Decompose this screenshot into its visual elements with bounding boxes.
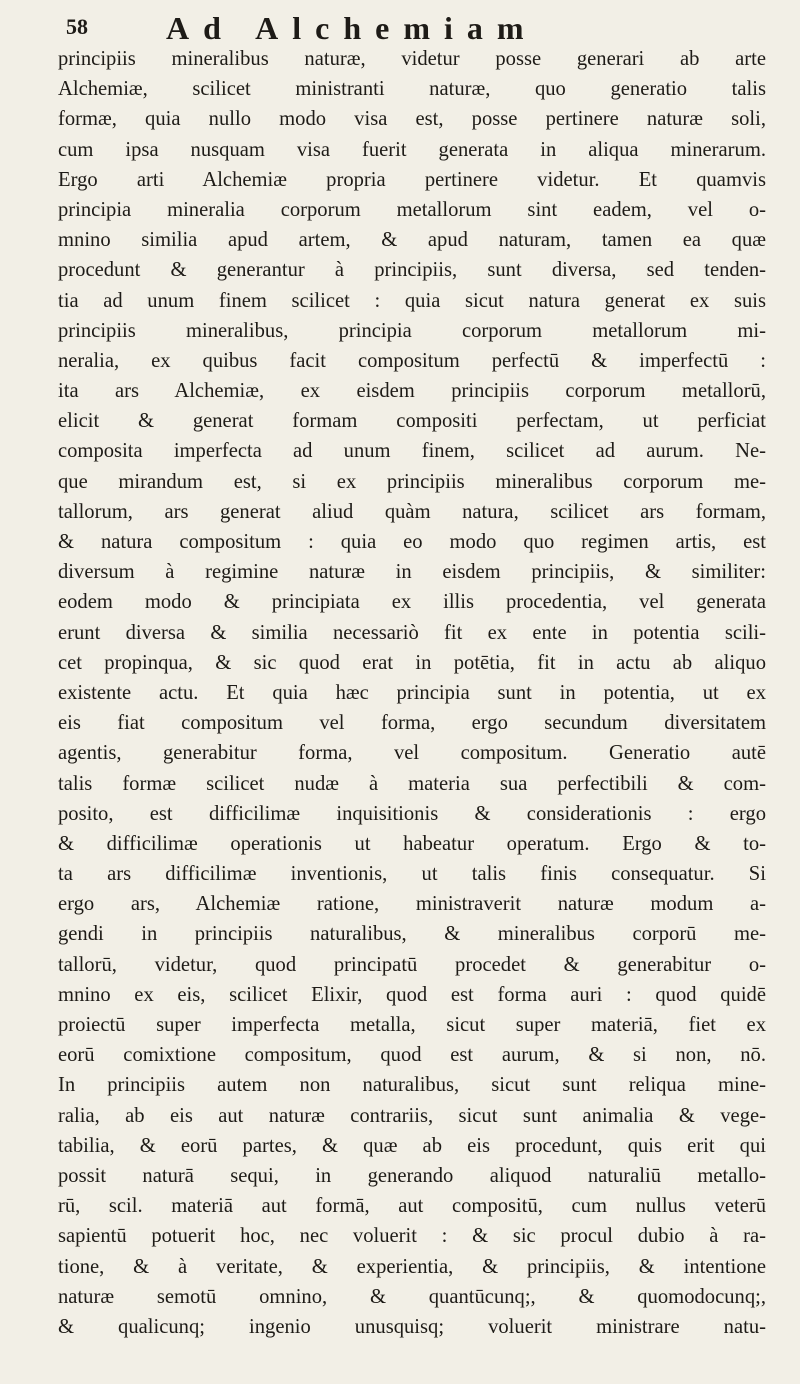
text-line: formæ, quia nullo modo visa est, posse pertinere naturæ soli, <box>58 108 766 131</box>
text-line: tione, & à veritate, & experientia, & principiis, & intentione <box>58 1255 766 1278</box>
text-line: tallorū, videtur, quod principatū procedet & generabitur o- <box>58 953 766 976</box>
text-line: rū, scil. materiā aut formā, aut compositū, cum nullus veterū <box>58 1195 766 1218</box>
text-line: Ergo arti Alchemiæ propria pertinere videtur. Et quamvis <box>58 168 766 191</box>
text-line: gendi in principiis naturalibus, & mineralibus corporū me- <box>58 923 766 946</box>
text-line: ralia, ab eis aut naturæ contrariis, sicut sunt animalia & vege- <box>58 1104 766 1127</box>
text-line: diversum à regimine naturæ in eisdem principiis, & similiter: <box>58 561 766 584</box>
text-line: & difficilimæ operationis ut habeatur operatum. Ergo & to- <box>58 832 766 855</box>
text-line: & natura compositum : quia eo modo quo regimen artis, est <box>58 531 766 553</box>
text-line: ta ars difficilimæ inventionis, ut talis finis consequatur. Si <box>58 863 766 886</box>
text-line: Alchemiæ, scilicet ministranti naturæ, quo generatio talis <box>58 78 766 101</box>
text-line: & qualicunq; ingenio unusquisq; voluerit ministrare natu- <box>58 1315 766 1338</box>
text-line: eodem modo & principiata ex illis procedentia, vel generata <box>58 591 766 614</box>
body-text <box>58 44 766 1342</box>
text-line: composita imperfecta ad unum finem, scilicet ad aurum. Ne- <box>58 440 766 463</box>
text-line: erunt diversa & similia necessariò fit ex ente in potentia scili- <box>58 621 766 644</box>
text-line: agentis, generabitur forma, vel compositum. Generatio autē <box>58 742 766 765</box>
running-head: Ad Alchemiam <box>166 10 538 46</box>
text-line: possit naturā sequi, in generando aliquod naturaliū metallo- <box>58 1164 766 1187</box>
text-line: proiectū super imperfecta metalla, sicut super materiā, fiet ex <box>58 1014 766 1036</box>
text-line: elicit & generat formam compositi perfectam, ut perficiat <box>58 410 766 433</box>
text-line: principia mineralia corporum metallorum sint eadem, vel o- <box>58 198 766 221</box>
text-line: procedunt & generantur à principiis, sunt diversa, sed tenden- <box>58 259 766 282</box>
page-header <box>58 10 766 46</box>
text-line: principiis mineralibus, principia corporum metallorum mi- <box>58 319 766 342</box>
text-line: tabilia, & eorū partes, & quæ ab eis procedunt, quis erit qui <box>58 1134 766 1157</box>
text-line: existente actu. Et quia hæc principia sunt in potentia, ut ex <box>58 681 766 704</box>
text-line: tallorum, ars generat aliud quàm natura, scilicet ars formam, <box>58 500 766 523</box>
text-line: eis fiat compositum vel forma, ergo secundum diversitatem <box>58 712 766 735</box>
text-line: mnino ex eis, scilicet Elixir, quod est forma auri : quod quidē <box>58 983 766 1006</box>
text-line: posito, est difficilimæ inquisitionis & considerationis : ergo <box>58 802 766 825</box>
text-line: tia ad unum finem scilicet : quia sicut natura generat ex suis <box>58 289 766 312</box>
text-line: In principiis autem non naturalibus, sicut sunt reliqua mine- <box>58 1074 766 1097</box>
text-line: talis formæ scilicet nudæ à materia sua perfectibili & com- <box>58 772 766 795</box>
text-line: neralia, ex quibus facit compositum perfectū & imperfectū : <box>58 349 766 372</box>
text-line: cet propinqua, & sic quod erat in potētia, fit in actu ab aliquo <box>58 651 766 674</box>
text-line: mnino similia apud artem, & apud naturam, tamen ea quæ <box>58 229 766 252</box>
text-line: que mirandum est, si ex principiis mineralibus corporum me- <box>58 470 766 493</box>
text-line: cum ipsa nusquam visa fuerit generata in aliqua minerarum. <box>58 138 766 161</box>
text-line: sapientū potuerit hoc, nec voluerit : & sic procul dubio à ra- <box>58 1225 766 1248</box>
text-line: ergo ars, Alchemiæ ratione, ministraverit naturæ modum a- <box>58 893 766 916</box>
text-line: naturæ semotū omnino, & quantūcunq;, & quomodocunq;, <box>58 1285 766 1308</box>
text-line: eorū comixtione compositum, quod est aurum, & si non, nō. <box>58 1044 766 1067</box>
text-line: principiis mineralibus naturæ, videtur posse generari ab arte <box>58 48 766 70</box>
page-number: 58 <box>66 14 88 39</box>
text-line: ita ars Alchemiæ, ex eisdem principiis corporum metallorū, <box>58 380 766 403</box>
